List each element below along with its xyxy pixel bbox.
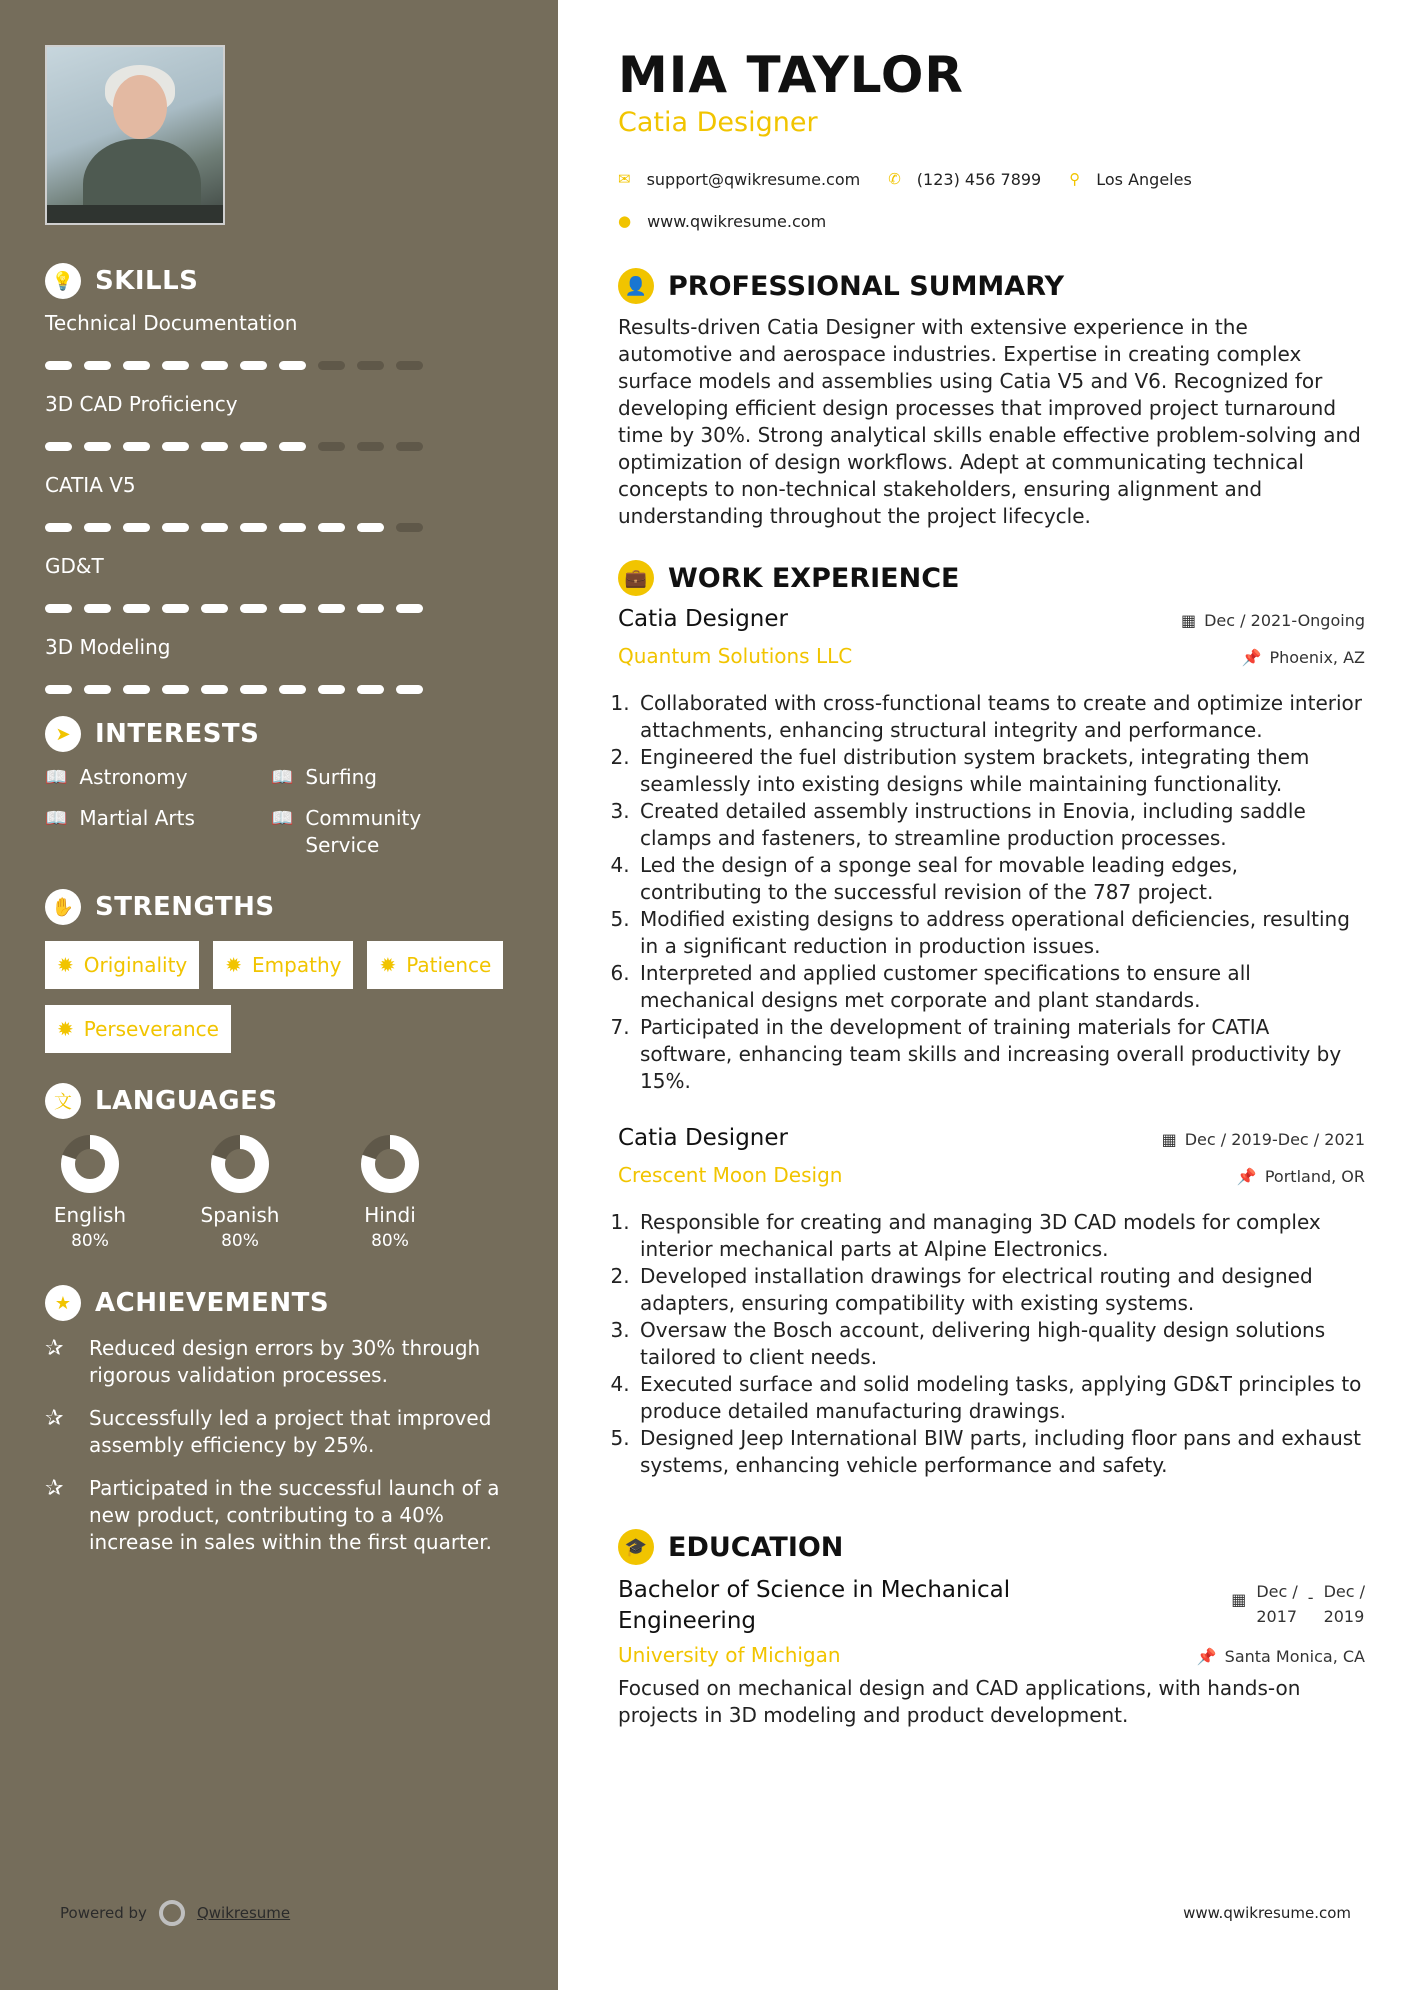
- interests-section: [45, 716, 513, 859]
- skill-level-dash: [84, 685, 111, 694]
- strength-tag: ✹ Patience: [367, 941, 503, 989]
- strengths-title: STRENGTHS: [95, 892, 275, 922]
- job-entry: [618, 606, 1365, 1095]
- job-location: 📌 Portland, OR: [1236, 1167, 1365, 1186]
- star-icon: ✰: [45, 1336, 64, 1361]
- sun-icon: ✹: [57, 953, 74, 977]
- list-item: 2. Developed installation drawings for electrical routing and designed adapters, ensuring compatibility with existing systems.: [636, 1263, 1365, 1317]
- skills-list: [45, 311, 513, 694]
- job-entry: [618, 1125, 1365, 1479]
- book-icon: 📖: [45, 808, 68, 829]
- strengths-section: [45, 889, 513, 1053]
- globe-icon: ●: [618, 212, 632, 230]
- skill-name: 3D Modeling: [45, 635, 171, 659]
- job-title: Catia Designer: [618, 606, 788, 632]
- skills-title: SKILLS: [95, 266, 199, 296]
- skill-level-dash: [357, 361, 384, 370]
- sidebar: [0, 0, 558, 1990]
- skill-level-dash: [279, 523, 306, 532]
- skill-level-bar: [45, 442, 513, 451]
- language-name: Hindi: [364, 1203, 416, 1227]
- strength-tag: ✹ Originality: [45, 941, 199, 989]
- skill-level-dash: [84, 361, 111, 370]
- footer-url[interactable]: www.qwikresume.com: [1183, 1904, 1351, 1922]
- job-bullets: [636, 690, 1365, 1095]
- sun-icon: ✹: [379, 953, 397, 977]
- skill-level-dash: [162, 685, 189, 694]
- pin-icon: 📌: [1241, 648, 1262, 667]
- degree-title: Bachelor of Science in Mechanical Engineering: [618, 1577, 1011, 1634]
- list-item: 4. Led the design of a sponge seal for movable leading edges, contributing to the successful revision of the 787 project.: [636, 852, 1365, 906]
- education-date: ▦ Dec / 2017 - Dec / 2019: [1231, 1579, 1365, 1637]
- experience-header: 💼 WORK EXPERIENCE: [618, 560, 1365, 596]
- strengths-list: [45, 941, 505, 1053]
- summary-text: Results-driven Catia Designer with extensive experience in the automotive and aerospace industries. Expertise in creating complex surface models and assemblies using Catia V5 and V6. Recognized for developing efficient design processes that improved project turnaround time by 30%. Strong analytical skills enable effective problem-solving and optimization of design workflows. Adept at communicating technical concepts to non-technical stakeholders, ensuring alignment and understanding throughout the project lifecycle.: [618, 315, 1361, 528]
- job-location: 📌 Phoenix, AZ: [1241, 648, 1365, 667]
- sun-icon: ✹: [57, 1017, 74, 1041]
- language-proficiency-ring: [209, 1133, 271, 1195]
- skill-level-dash: [201, 361, 228, 370]
- skill-level-dash: [396, 361, 423, 370]
- language-name: English: [53, 1203, 127, 1227]
- graduation-cap-icon: 🎓: [618, 1529, 654, 1565]
- list-item: 2. Engineered the fuel distribution system brackets, integrating them seamlessly into existing designs while maintaining functionality.: [636, 744, 1365, 798]
- skill-level-dash: [45, 442, 72, 451]
- skill-level-dash: [123, 523, 150, 532]
- job-date: ▦ Dec / 2021-Ongoing: [1180, 611, 1365, 630]
- interest-item: 📖 Surfing: [271, 765, 377, 789]
- skill-level-dash: [318, 361, 345, 370]
- calendar-icon: ▦: [1161, 1130, 1177, 1149]
- language-item: [345, 1133, 435, 1251]
- skill-level-dash: [240, 604, 267, 613]
- interests-list: [45, 764, 513, 859]
- job-date: ▦ Dec / 2019-Dec / 2021: [1161, 1130, 1365, 1149]
- skill-level-dash: [240, 523, 267, 532]
- achievement-item: ✰ Successfully led a project that improved assembly efficiency by 25%.: [45, 1406, 492, 1457]
- star-icon: ✰: [45, 1476, 64, 1501]
- language-percent: 80%: [221, 1231, 259, 1251]
- skill-level-dash: [318, 523, 345, 532]
- main-content: [558, 0, 1407, 1990]
- skill-level-dash: [279, 685, 306, 694]
- book-icon: 📖: [271, 808, 294, 829]
- calendar-icon: ▦: [1231, 1590, 1247, 1609]
- skill-level-dash: [240, 361, 267, 370]
- education-location: 📌 Santa Monica, CA: [1196, 1647, 1365, 1666]
- skill-level-dash: [45, 685, 72, 694]
- skill-level-dash: [279, 442, 306, 451]
- achievement-item: ✰ Reduced design errors by 30% through rigorous validation processes.: [45, 1336, 481, 1387]
- skill-level-dash: [45, 523, 72, 532]
- lightbulb-icon: 💡: [45, 263, 81, 299]
- company-name: Crescent Moon Design: [618, 1163, 843, 1187]
- skill-level-dash: [123, 604, 150, 613]
- qwikresume-link[interactable]: Qwikresume: [196, 1904, 291, 1922]
- skill-level-dash: [84, 604, 111, 613]
- skill-level-dash: [396, 604, 423, 613]
- achievement-item: ✰ Participated in the successful launch of a new product, contributing to a 40% increase in sales within the first quarter.: [45, 1476, 500, 1554]
- language-proficiency-ring: [59, 1133, 121, 1195]
- skill-level-bar: [45, 604, 513, 613]
- skill-level-dash: [201, 442, 228, 451]
- contact-email[interactable]: ✉ support@qwikresume.com: [618, 169, 861, 189]
- skills-section: [45, 263, 513, 694]
- list-item: 3. Oversaw the Bosch account, delivering high-quality design solutions tailored to client needs.: [636, 1317, 1365, 1371]
- interest-item: 📖 Astronomy: [45, 765, 188, 789]
- calendar-icon: ▦: [1180, 611, 1197, 630]
- list-item: 5. Designed Jeep International BIW parts, including floor pans and exhaust systems, enhancing vehicle performance and safety.: [636, 1425, 1365, 1479]
- achievements-title: ACHIEVEMENTS: [95, 1288, 330, 1318]
- skill-name: CATIA V5: [45, 473, 136, 497]
- contact-website[interactable]: ● www.qwikresume.com: [618, 211, 827, 231]
- profile-photo: [45, 45, 225, 225]
- skill-level-bar: [45, 523, 513, 532]
- paper-plane-icon: ➤: [45, 716, 81, 752]
- contact-phone: ✆ (123) 456 7899: [888, 169, 1042, 189]
- map-pin-icon: ⚲: [1069, 170, 1081, 188]
- list-item: 5. Modified existing designs to address operational deficiencies, resulting in a significant reduction in production issues.: [636, 906, 1365, 960]
- candidate-name: MIA TAYLOR: [618, 46, 964, 104]
- book-icon: 📖: [45, 767, 68, 788]
- skill-level-dash: [396, 442, 423, 451]
- skill-level-dash: [357, 442, 384, 451]
- skill-level-dash: [45, 361, 72, 370]
- skill-level-dash: [318, 442, 345, 451]
- job-bullets: [636, 1209, 1365, 1479]
- skill-level-dash: [201, 523, 228, 532]
- language-name: Spanish: [200, 1203, 280, 1227]
- envelope-icon: ✉: [618, 170, 631, 188]
- skill-level-dash: [279, 361, 306, 370]
- skill-level-dash: [123, 442, 150, 451]
- list-item: 4. Executed surface and solid modeling tasks, applying GD&T principles to produce detailed manufacturing drawings.: [636, 1371, 1365, 1425]
- languages-section: [45, 1083, 513, 1251]
- star-badge-icon: ★: [45, 1285, 81, 1321]
- phone-icon: ✆: [888, 170, 901, 188]
- skill-level-dash: [240, 685, 267, 694]
- skill-level-dash: [162, 442, 189, 451]
- skill-level-dash: [123, 361, 150, 370]
- summary-header: 👤 PROFESSIONAL SUMMARY: [618, 268, 1365, 304]
- education-header: 🎓 EDUCATION: [618, 1529, 1365, 1565]
- candidate-role: Catia Designer: [618, 107, 818, 138]
- languages-title: LANGUAGES: [95, 1086, 278, 1116]
- language-percent: 80%: [371, 1231, 409, 1251]
- education-description: Focused on mechanical design and CAD applications, with hands-on projects in 3D modeling and product development.: [618, 1676, 1301, 1727]
- skill-level-dash: [162, 361, 189, 370]
- skill-level-dash: [240, 442, 267, 451]
- interest-item: 📖 Community Service: [271, 806, 422, 857]
- skill-name: 3D CAD Proficiency: [45, 392, 238, 416]
- skill-level-dash: [123, 685, 150, 694]
- star-icon: ✰: [45, 1406, 64, 1431]
- skill-level-dash: [201, 685, 228, 694]
- strength-tag: ✹ Perseverance: [45, 1005, 231, 1053]
- list-item: 3. Created detailed assembly instructions in Enovia, including saddle clamps and fasteners, to streamline production processes.: [636, 798, 1365, 852]
- skill-level-dash: [162, 523, 189, 532]
- contact-location: ⚲ Los Angeles: [1069, 169, 1192, 189]
- trophy-icon: ✋: [45, 889, 81, 925]
- skill-name: Technical Documentation: [45, 311, 298, 335]
- skill-level-dash: [357, 523, 384, 532]
- skill-level-dash: [162, 604, 189, 613]
- school-name: University of Michigan: [618, 1643, 841, 1667]
- skill-level-dash: [357, 685, 384, 694]
- skill-level-dash: [318, 604, 345, 613]
- list-item: 7. Participated in the development of training materials for CATIA software, enhancing team skills and increasing overall productivity by 15%.: [636, 1014, 1365, 1095]
- skill-level-dash: [201, 604, 228, 613]
- skill-level-dash: [318, 685, 345, 694]
- skill-level-bar: [45, 361, 513, 370]
- skill-level-dash: [279, 604, 306, 613]
- skill-level-dash: [84, 523, 111, 532]
- list-item: 6. Interpreted and applied customer specifications to ensure all mechanical designs met corporate and plant standards.: [636, 960, 1365, 1014]
- language-item: [195, 1133, 285, 1251]
- skill-level-dash: [357, 604, 384, 613]
- company-name: Quantum Solutions LLC: [618, 644, 853, 668]
- skill-level-dash: [45, 604, 72, 613]
- interest-item: 📖 Martial Arts: [45, 805, 271, 859]
- strength-tag: ✹ Empathy: [213, 941, 353, 989]
- powered-by: Powered by Qwikresume: [60, 1900, 290, 1926]
- skill-level-dash: [396, 685, 423, 694]
- pin-icon: 📌: [1196, 1647, 1217, 1666]
- job-title: Catia Designer: [618, 1125, 788, 1151]
- sun-icon: ✹: [225, 953, 243, 977]
- list-item: 1. Responsible for creating and managing 3D CAD models for complex interior mechanical parts at Alpine Electronics.: [636, 1209, 1365, 1263]
- skill-level-dash: [396, 523, 423, 532]
- skill-name: GD&T: [45, 554, 104, 578]
- language-item: [45, 1133, 135, 1251]
- list-item: 1. Collaborated with cross-functional teams to create and optimize interior attachments, enhancing structural integrity and performance.: [636, 690, 1365, 744]
- book-icon: 📖: [271, 767, 294, 788]
- education-entry: [618, 1575, 1365, 1637]
- language-proficiency-ring: [359, 1133, 421, 1195]
- language-icon: 文: [45, 1083, 81, 1119]
- achievements-section: [45, 1285, 513, 1556]
- pin-icon: 📌: [1236, 1167, 1257, 1186]
- interests-title: INTERESTS: [95, 719, 260, 749]
- contact-info: [618, 158, 1365, 242]
- skill-level-bar: [45, 685, 513, 694]
- briefcase-icon: 💼: [618, 560, 654, 596]
- qwikresume-logo-icon: [159, 1900, 185, 1926]
- languages-list: [45, 1133, 513, 1251]
- skill-level-dash: [84, 442, 111, 451]
- language-percent: 80%: [71, 1231, 109, 1251]
- user-icon: 👤: [618, 268, 654, 304]
